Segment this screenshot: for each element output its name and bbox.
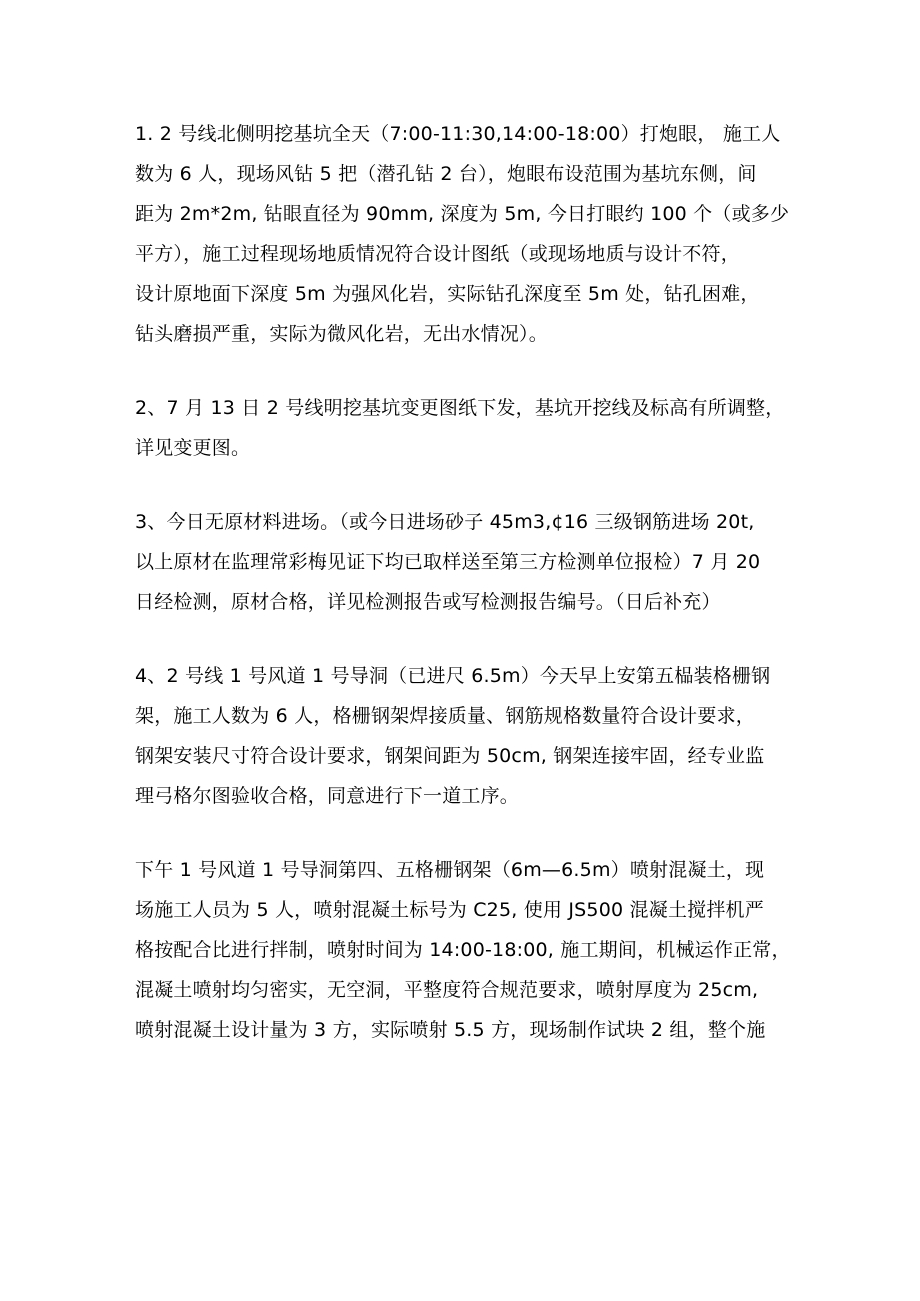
text-line: 钻头磨损严重，实际为微风化岩，无出水情况）。 xyxy=(135,323,548,345)
text-line: 2、7 月 13 日 2 号线明挖基坑变更图纸下发，基坑开挖线及标高有所调整， xyxy=(135,397,785,419)
text-line: 1. 2 号线北侧明挖基坑全天（7:00-11:30,14:00-18:00）打炮眼， 施工人 xyxy=(135,123,781,145)
paragraph-item-3 xyxy=(135,502,800,622)
text-line: 场施工人员为 5 人，喷射混凝土标号为 C25, 使用 JS500 混凝土搅拌机严 xyxy=(135,899,764,921)
text-line: 设计原地面下深度 5m 为强风化岩，实际钻孔深度至 5m 处，钻孔困难， xyxy=(135,283,760,305)
text-line: 以上原材在监理常彩梅见证下均已取样送至第三方检测单位报检）7 月 20 xyxy=(135,551,761,573)
paragraph-item-4 xyxy=(135,656,800,816)
text-line: 详见变更图。 xyxy=(135,437,251,459)
text-line: 混凝土喷射均匀密实，无空洞，平整度符合规范要求，喷射厚度为 25cm, xyxy=(135,979,759,1001)
paragraph-item-2 xyxy=(135,388,800,468)
paragraph-item-1 xyxy=(135,114,800,354)
text-line: 日经检测，原材合格，详见检测报告或写检测报告编号。（日后补充） xyxy=(135,591,721,613)
text-line: 格按配合比进行拌制，喷射时间为 14:00-18:00, 施工期间，机械运作正常， xyxy=(135,939,791,961)
text-line: 理弓格尔图验收合格，同意进行下一道工序。 xyxy=(135,785,520,807)
text-line: 3、今日无原材料进场。（或今日进场砂子 45m3,¢16 三级钢筋进场 20t, xyxy=(135,511,755,533)
text-line: 平方），施工过程现场地质情况符合设计图纸（或现场地质与设计不符， xyxy=(135,243,740,265)
text-line: 下午 1 号风道 1 号导洞第四、五格栅钢架（6m—6.5m）喷射混凝土，现 xyxy=(135,859,765,881)
text-line: 距为 2m*2m, 钻眼直径为 90mm, 深度为 5m, 今日打眼约 100 个（或多少 xyxy=(135,203,790,225)
text-line: 喷射混凝土设计量为 3 方，实际喷射 5.5 方，现场制作试块 2 组，整个施 xyxy=(135,1019,766,1041)
text-line: 4、2 号线 1 号风道 1 号导洞（已进尺 6.5m）今天早上安第五榀装格栅钢 xyxy=(135,665,771,687)
text-line: 钢架安装尺寸符合设计要求，钢架间距为 50cm, 钢架连接牢固，经专业监 xyxy=(135,745,765,767)
text-line: 架，施工人数为 6 人，格栅钢架焊接质量、钢筋规格数量符合设计要求， xyxy=(135,705,755,727)
paragraph-item-5 xyxy=(135,850,800,1050)
text-line: 数为 6 人，现场风钻 5 把（潜孔钻 2 台），炮眼布设范围为基坑东侧，间 xyxy=(135,163,757,185)
